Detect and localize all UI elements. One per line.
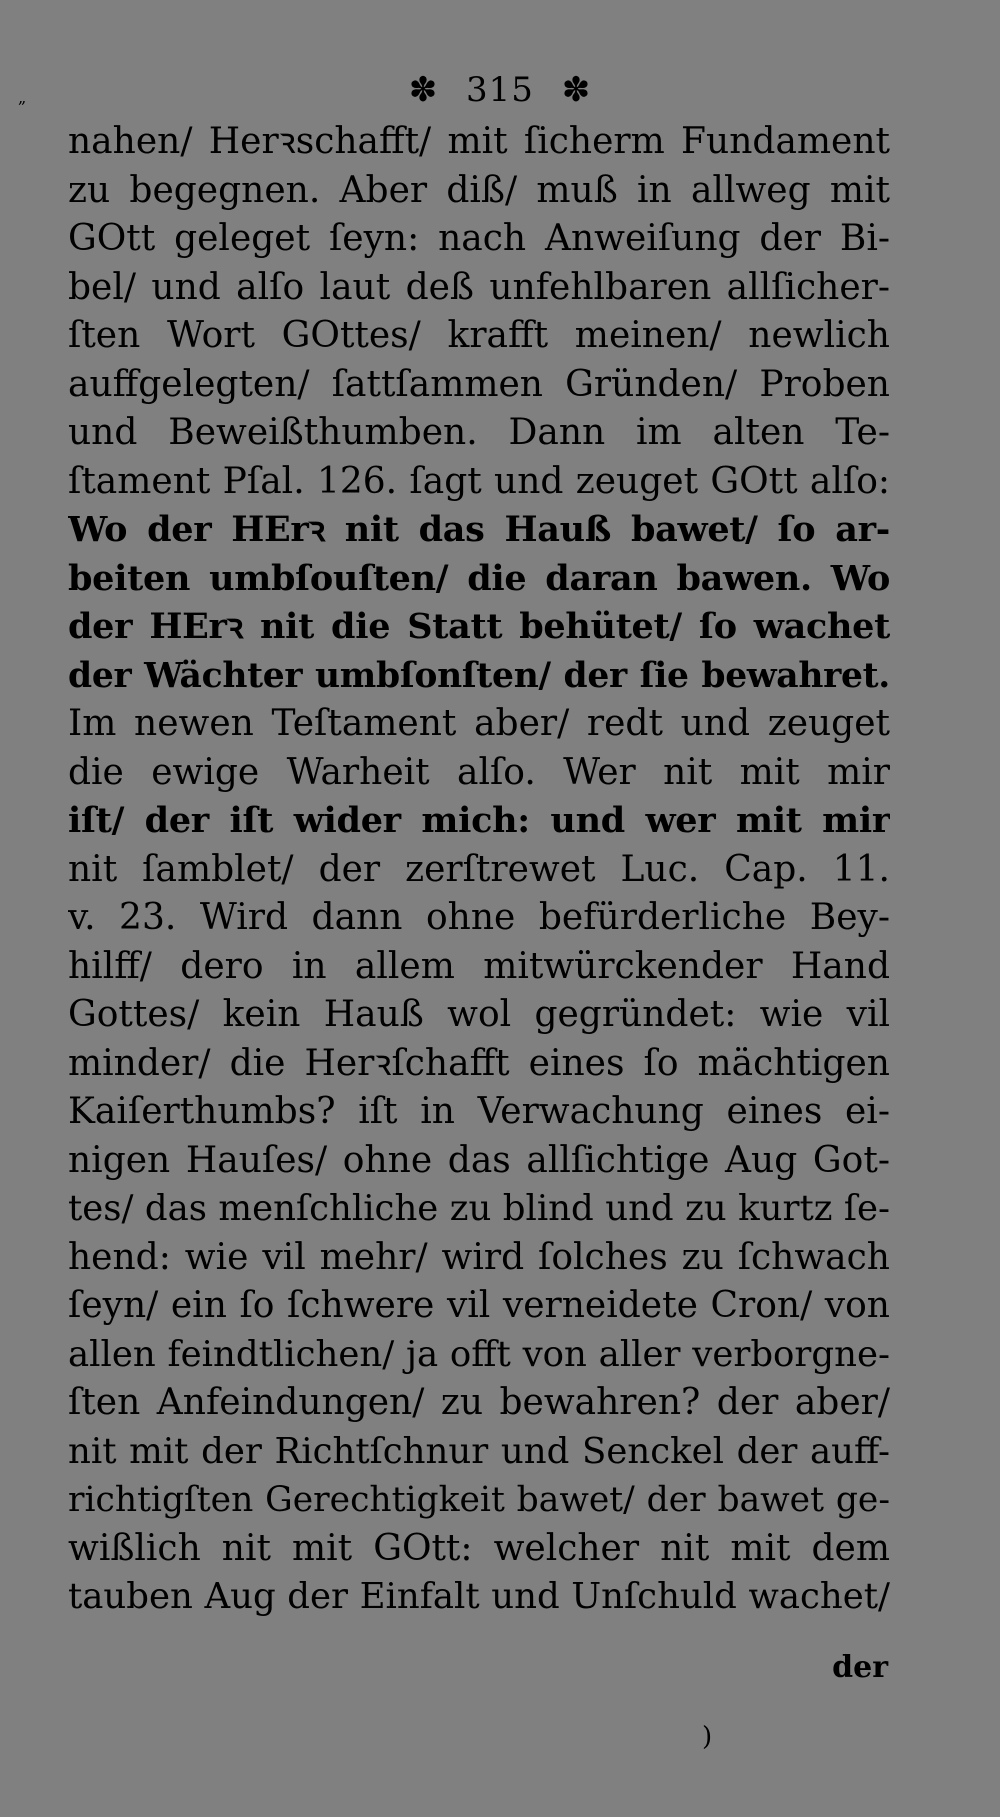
ornament-left-icon: ✽ xyxy=(408,70,439,110)
text-line: die ewige Warheit alſo. Wer nit mit mir xyxy=(68,751,890,793)
text-line: nigen Hauſes/ ohne das allſichtige Aug Got- xyxy=(68,1139,890,1181)
text-line: nahen/ Herꝛschafft/ mit ſicherm Fundament xyxy=(68,121,890,162)
text-line: und Beweißthumben. Dann im alten Te- xyxy=(68,412,890,453)
text-line: v. 23. Wird dann ohne befürderliche Bey- xyxy=(68,897,890,938)
text-line: ſtament Pſal. 126. ſagt und zeuget GOtt alſo: xyxy=(68,460,890,502)
text-line: der Wächter umbſonſten/ der ſie bewahret. xyxy=(68,655,890,696)
text-line: wißlich nit mit GOtt: welcher nit mit dem xyxy=(68,1527,890,1569)
text-line: tes/ das menſchliche zu blind und zu kurtz ſe- xyxy=(68,1188,890,1229)
text-line: bel/ und alſo laut deß unfehlbaren allſicher- xyxy=(68,266,890,308)
text-line: Wo der HErꝛ nit das Hauß bawet/ ſo ar- xyxy=(68,509,890,550)
catchword: der xyxy=(832,1650,888,1685)
text-line: Kaiſerthumbs? iſt in Verwachung eines ei- xyxy=(68,1091,890,1132)
text-line: beiten umbſouſten/ die daran bawen. Wo xyxy=(68,557,890,599)
text-line: zu begegnen. Aber diß/ muß in allweg mit xyxy=(68,169,890,211)
bottom-ink-mark: ) xyxy=(702,1722,713,1752)
text-line: allen feindtlichen/ ja offt von aller verborgne- xyxy=(68,1333,890,1375)
stray-ink-mark: „ xyxy=(18,88,27,107)
text-line: minder/ die Herꝛſchafft eines ſo mächtigen xyxy=(68,1042,890,1084)
text-line: Gottes/ kein Hauß wol gegründet: wie vil xyxy=(68,994,890,1035)
text-line: hend: wie vil mehr/ wird ſolches zu ſchwach xyxy=(68,1236,890,1278)
text-line: der HErꝛ nit die Statt behütet/ ſo wachet xyxy=(68,606,890,647)
text-line: richtigſten Gerechtigkeit bawet/ der bawet ge- xyxy=(68,1480,890,1520)
text-line: auffgelegten/ ſattſammen Gründen/ Proben xyxy=(68,363,890,405)
text-line: ſeyn/ ein ſo ſchwere vil verneidete Cron/ von xyxy=(68,1285,890,1326)
ornament-right-icon: ✽ xyxy=(561,70,592,110)
text-line: GOtt geleget ſeyn: nach Anweiſung der Bi- xyxy=(68,218,890,259)
text-line: nit ſamblet/ der zerſtrewet Luc. Cap. 11. xyxy=(68,848,890,890)
text-line: ſten Anfeindungen/ zu bewahren? der aber/ xyxy=(68,1382,890,1423)
text-line: tauben Aug der Einfalt und Unſchuld wachet/ xyxy=(68,1576,890,1617)
page-header xyxy=(0,70,1000,110)
body-text xyxy=(68,118,890,1622)
text-line: iſt/ der iſt wider mich: und wer mit mir xyxy=(68,800,890,841)
text-line: nit mit der Richtſchnur und Senckel der auff- xyxy=(68,1430,890,1472)
text-line: hilff/ dero in allem mitwürckender Hand xyxy=(68,945,890,987)
text-line: ſten Wort GOttes/ krafft meinen/ newlich xyxy=(68,315,890,356)
text-line: Im newen Teſtament aber/ redt und zeuget xyxy=(68,703,890,744)
page-number: 315 xyxy=(466,70,534,110)
